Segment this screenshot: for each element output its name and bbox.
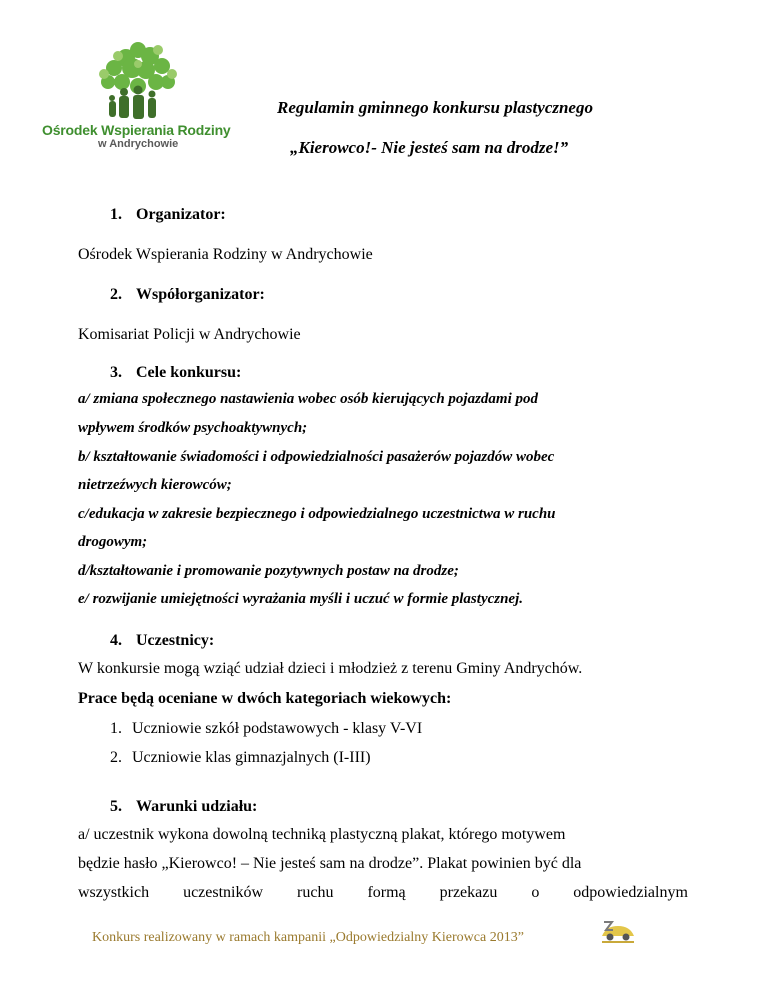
section-heading-conditions [110, 798, 257, 816]
goal-line: d/kształtowanie i promowanie pozytywnych postaw na drodze; [78, 563, 459, 579]
word: uczestników [183, 884, 264, 901]
organizer-text: Ośrodek Wspierania Rodziny w Andrychowie [78, 246, 373, 263]
list-item-number: 2. [110, 749, 122, 766]
conditions-line-justified [78, 884, 688, 902]
logo-text-location: w Andrychowie [98, 138, 179, 150]
list-item [110, 749, 371, 767]
participants-text: W konkursie mogą wziąć udział dzieci i młodzież z terenu Gminy Andrychów. [78, 660, 583, 677]
section-heading-co-organizer [110, 286, 265, 304]
goal-line: drogowym; [78, 534, 148, 550]
co-organizer-text: Komisariat Policji w Andrychowie [78, 326, 301, 343]
logo-text-organization: Ośrodek Wspierania Rodziny [42, 122, 231, 138]
footer-campaign-text: Konkurs realizowany w ramach kampanii „Odpowiedzialny Kierowca 2013” [92, 930, 524, 945]
word: wszystkich [78, 884, 150, 901]
section-number: 1. [110, 206, 122, 223]
goal-line: wpływem środków psychoaktywnych; [78, 420, 308, 436]
list-item-number: 1. [110, 720, 122, 737]
section-heading-organizer [110, 206, 226, 224]
conditions-line-text: będzie hasło „Kierowco! – Nie jesteś sam na drodze”. Plakat powinien być dla [78, 855, 582, 872]
campaign-car-logo-icon [598, 916, 638, 946]
goal-line: c/edukacja w zakresie bezpiecznego i odpowiedzialnego uczestnictwa w ruchu [78, 506, 556, 522]
conditions-line [78, 826, 688, 844]
list-item-text: Uczniowie szkół podstawowych - klasy V-VI [132, 720, 423, 737]
goal-line: a/ zmiana społecznego nastawienia wobec osób kierujących pojazdami pod [78, 391, 539, 407]
list-item [110, 720, 422, 738]
section-label: Organizator: [136, 206, 226, 223]
section-number: 3. [110, 364, 122, 381]
word: formą [367, 884, 406, 901]
section-number: 4. [110, 632, 122, 649]
section-label: Cele konkursu: [136, 364, 242, 381]
section-label: Warunki udziału: [136, 798, 258, 815]
section-heading-participants [110, 632, 214, 650]
age-categories-heading: Prace będą oceniane w dwóch kategoriach wiekowych: [78, 690, 452, 707]
document-title: Regulamin gminnego konkursu plastycznego [277, 98, 593, 117]
word: odpowiedzialnym [573, 884, 688, 901]
word: o [531, 884, 540, 901]
goal-line: b/ kształtowanie świadomości i odpowiedzialności pasażerów pojazdów wobec [78, 449, 555, 465]
section-number: 5. [110, 798, 122, 815]
conditions-line [78, 855, 688, 873]
section-label: Uczestnicy: [136, 632, 215, 649]
word: przekazu [439, 884, 498, 901]
goal-line: e/ rozwijanie umiejętności wyrażania myśli i uczuć w formie plastycznej. [78, 591, 524, 607]
section-label: Współorganizator: [136, 286, 265, 303]
list-item-text: Uczniowie klas gimnazjalnych (I-III) [132, 749, 371, 766]
word: ruchu [297, 884, 334, 901]
section-number: 2. [110, 286, 122, 303]
goal-line: nietrzeźwych kierowców; [78, 477, 232, 493]
contest-slogan: „Kierowco!- Nie jesteś sam na drodze!” [290, 138, 569, 157]
section-heading-goals [110, 364, 241, 382]
conditions-line-text: a/ uczestnik wykona dowolną techniką plastyczną plakat, którego motywem [78, 826, 566, 843]
